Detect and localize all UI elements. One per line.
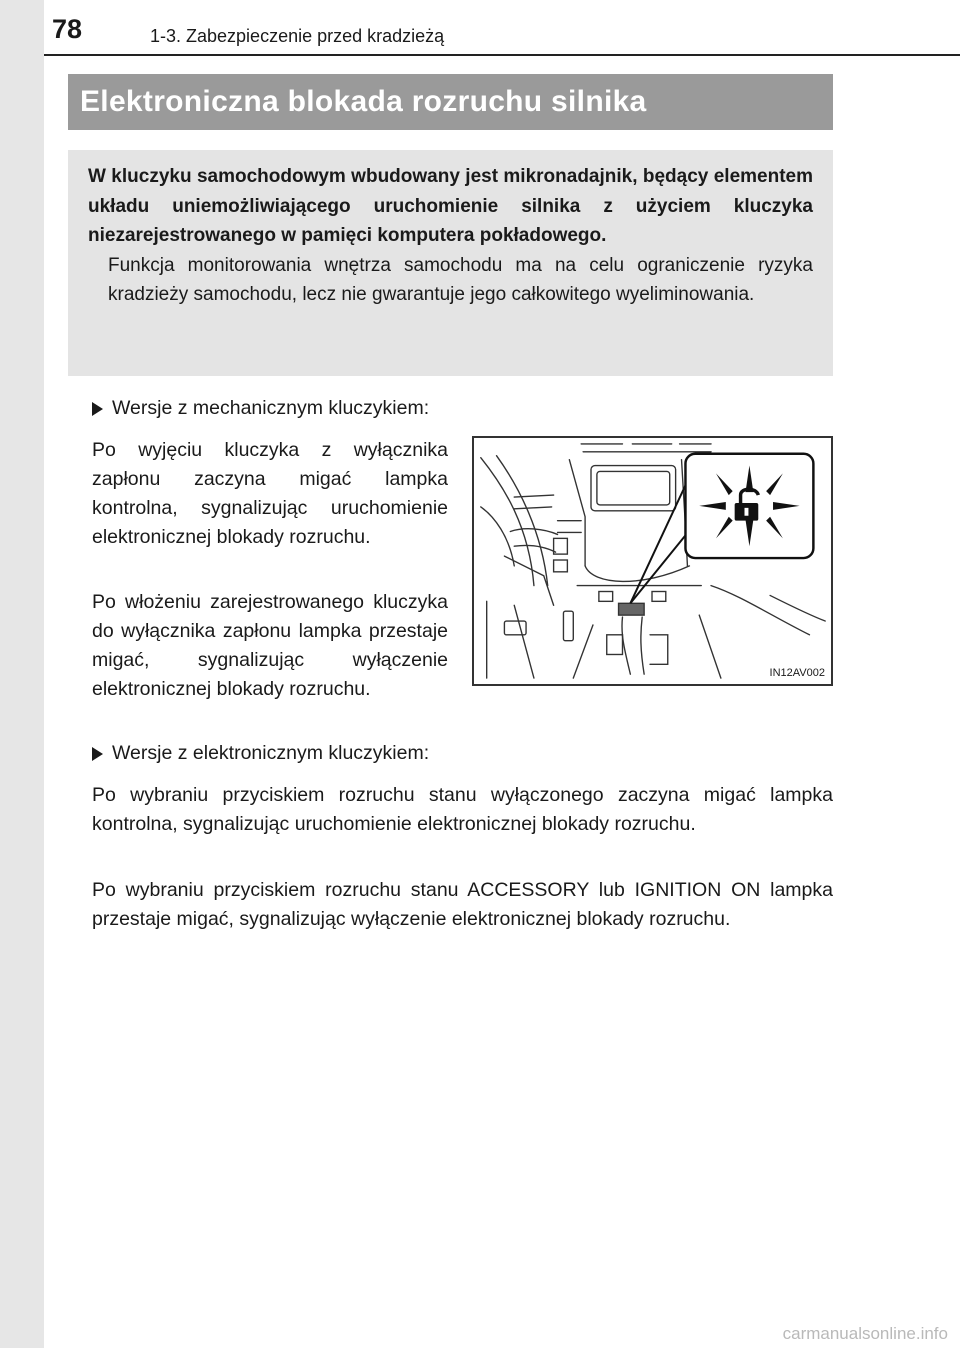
intro-note: Funkcja monitorowania wnętrza samochodu ma na celu ograniczenie ryzyka kradzieży samochodu, lecz nie gwarantuje jego całkowitego wyeliminowania. [108,254,813,305]
bullet-heading-text: Wersje z elektronicznym kluczykiem: [112,742,430,764]
page-number: 78 [52,14,83,44]
paragraph-electronic-2: Po wybraniu przyciskiem rozruchu stanu ACCESSORY lub IGNITION ON lampka przestaje migać, sygnalizując wyłączenie elektronicznej blokady rozruchu. [92,879,833,930]
figure-code: IN12AV002 [769,667,825,679]
paragraph-electronic-1: Po wybraniu przyciskiem rozruchu stanu wyłączonego zaczyna migać lampka kontrolna, sygnalizując uruchomienie elektronicznej blokady rozruchu. [92,784,833,835]
page-side-strip [0,0,44,1348]
bullet-heading-text: Wersje z mechanicznym kluczykiem: [112,397,430,419]
intro-bold-text: W kluczyku samochodowym wbudowany jest mikronadajnik, będący elementem układu uniemożliwiającego uruchomienie silnika z użyciem kluczyka niezarejestrowanego w pamięci komputera pokładowego. [88,166,813,246]
bullet-heading-electronic [92,742,429,765]
dashboard-illustration [472,436,833,686]
triangle-bullet-icon [92,747,103,761]
watermark: carmanualsonline.info [782,1324,948,1343]
paragraph-mechanical-2: Po włożeniu zarejestrowanego kluczyka do wyłącznika zapłonu lampka przestaje migać, sygnalizując wyłączenie elektronicznej blokady rozruchu. [92,591,448,700]
triangle-bullet-icon [92,402,103,416]
paragraph-mechanical-1: Po wyjęciu kluczyka z wyłącznika zapłonu zaczyna migać lampka kontrolna, sygnalizując uruchomienie elektronicznej blokady rozruchu. [92,439,448,548]
dashboard-drawing [474,438,831,684]
header-divider [44,54,960,56]
section-title-bar [68,74,833,130]
running-header: 1-3. Zabezpieczenie przed kradzieżą [150,26,445,46]
bullet-heading-mechanical [92,397,429,420]
intro-box [68,150,833,376]
section-title: Elektroniczna blokada rozruchu silnika [80,85,647,118]
